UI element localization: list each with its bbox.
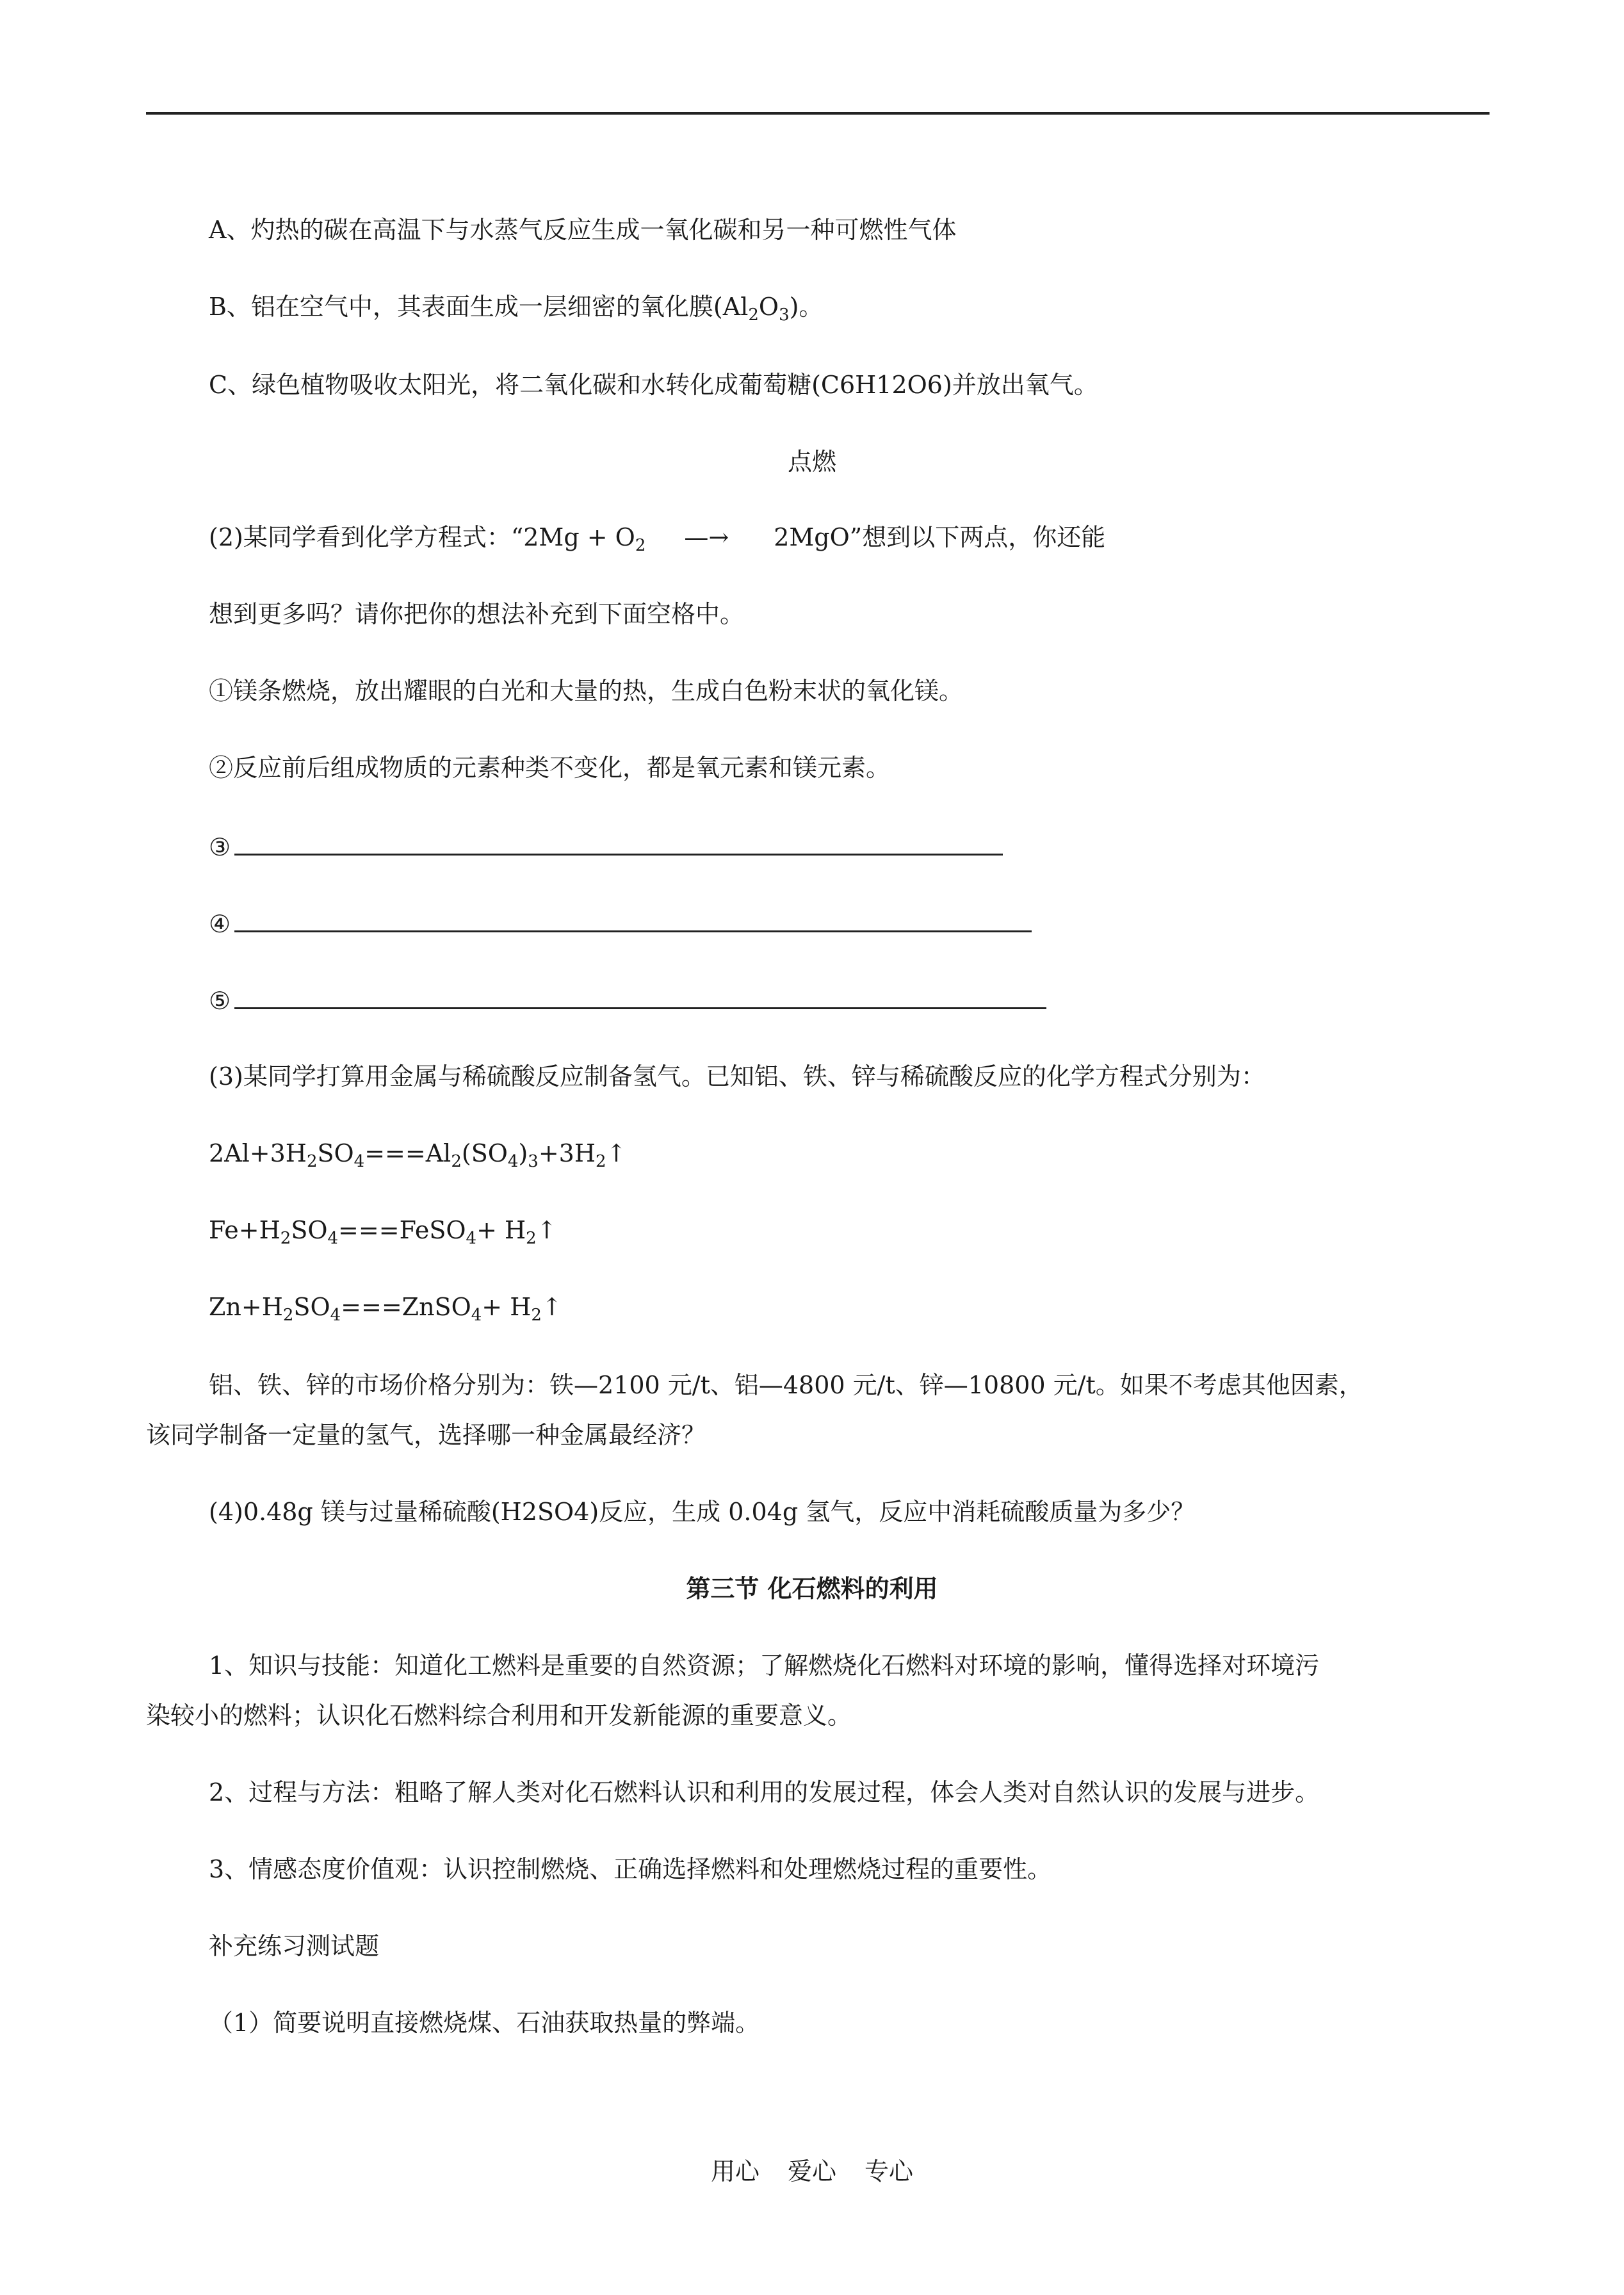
- blank-line-4[interactable]: [234, 905, 1032, 932]
- blank-line-3[interactable]: [234, 828, 1003, 856]
- question-2-line2: 想到更多吗？请你把你的想法补充到下面空格中。: [209, 600, 745, 628]
- option-b: B、铝在空气中，其表面生成一层细密的氧化膜$(Al_2O_3)$。: [209, 293, 824, 325]
- practice-heading: 补充练习测试题: [209, 1932, 380, 1960]
- equation-zinc: $Zn+H_2SO_4===ZnSO_4+$ $H_2↑$: [209, 1293, 562, 1325]
- blank-line-5[interactable]: [234, 982, 1046, 1009]
- price-line-2: 该同学制备一定量的氢气，选择哪一种金属最经济？: [146, 1421, 706, 1449]
- equation-iron: $Fe+H_2SO_4===FeSO_4+$ $H_2↑$: [209, 1216, 557, 1248]
- footer-item: 用心: [710, 2157, 759, 2186]
- practice-question-1: （1）简要说明直接燃烧煤、石油获取热量的弊端。: [209, 2009, 760, 2037]
- equation-aluminum: $2Al+3H_2SO_4===Al_2(SO_4)_3+3H_2↑$: [209, 1139, 627, 1171]
- price-line-1: 铝、铁、锌的市场价格分别为：铁—2100 元/t、铝—4800 元/t、锌—10800 元/t。如果不考虑其他因素，: [209, 1371, 1363, 1399]
- header-rule: [146, 112, 1490, 115]
- footer-item: 专心: [865, 2157, 914, 2186]
- goal-2: 2、过程与方法：粗略了解人类对化石燃料认识和利用的发展过程，体会人类对自然认识的发展与进步。: [209, 1778, 1320, 1806]
- answer-blank-4: ④: [209, 905, 1032, 941]
- answer-blank-5: ⑤: [209, 982, 1046, 1018]
- option-a: A、灼热的碳在高温下与水蒸气反应生成一氧化碳和另一种可燃性气体: [209, 216, 957, 244]
- footer-item: 爱心: [787, 2157, 836, 2186]
- question-4: (4)0.48g 镁与过量稀硫酸(H2SO4)反应，生成 0.04g 氢气，反应中消耗硫酸质量为多少？: [209, 1498, 1196, 1526]
- point-2: ②反应前后组成物质的元素种类不变化，都是氧元素和镁元素。: [209, 754, 891, 782]
- footer: [0, 2155, 1624, 2188]
- point-1: ①镁条燃烧，放出耀眼的白光和大量的热，生成白色粉末状的氧化镁。: [209, 677, 964, 705]
- goal-1-line2: 染较小的燃料；认识化石燃料综合利用和开发新能源的重要意义。: [146, 1701, 852, 1730]
- question-2-line1: (2)某同学看到化学方程式：“$2Mg + O_2$ —→ 2MgO”想到以下两点，你还能: [209, 523, 1106, 555]
- option-c: C、绿色植物吸收太阳光，将二氧化碳和水转化成葡萄糖(C6H12O6)并放出氧气。: [209, 371, 1098, 399]
- question-3-intro: (3)某同学打算用金属与稀硫酸反应制备氢气。已知铝、铁、锌与稀硫酸反应的化学方程式分别为：: [209, 1062, 1265, 1091]
- section-title: 第三节 化石燃料的利用: [686, 1574, 938, 1603]
- reaction-condition-label: 点燃: [787, 448, 836, 476]
- goal-1-line1: 1、知识与技能：知道化工燃料是重要的自然资源；了解燃烧化石燃料对环境的影响，懂得选择对环境污: [209, 1651, 1320, 1680]
- answer-blank-3: ③: [209, 828, 1003, 864]
- goal-3: 3、情感态度价值观：认识控制燃烧、正确选择燃料和处理燃烧过程的重要性。: [209, 1855, 1052, 1883]
